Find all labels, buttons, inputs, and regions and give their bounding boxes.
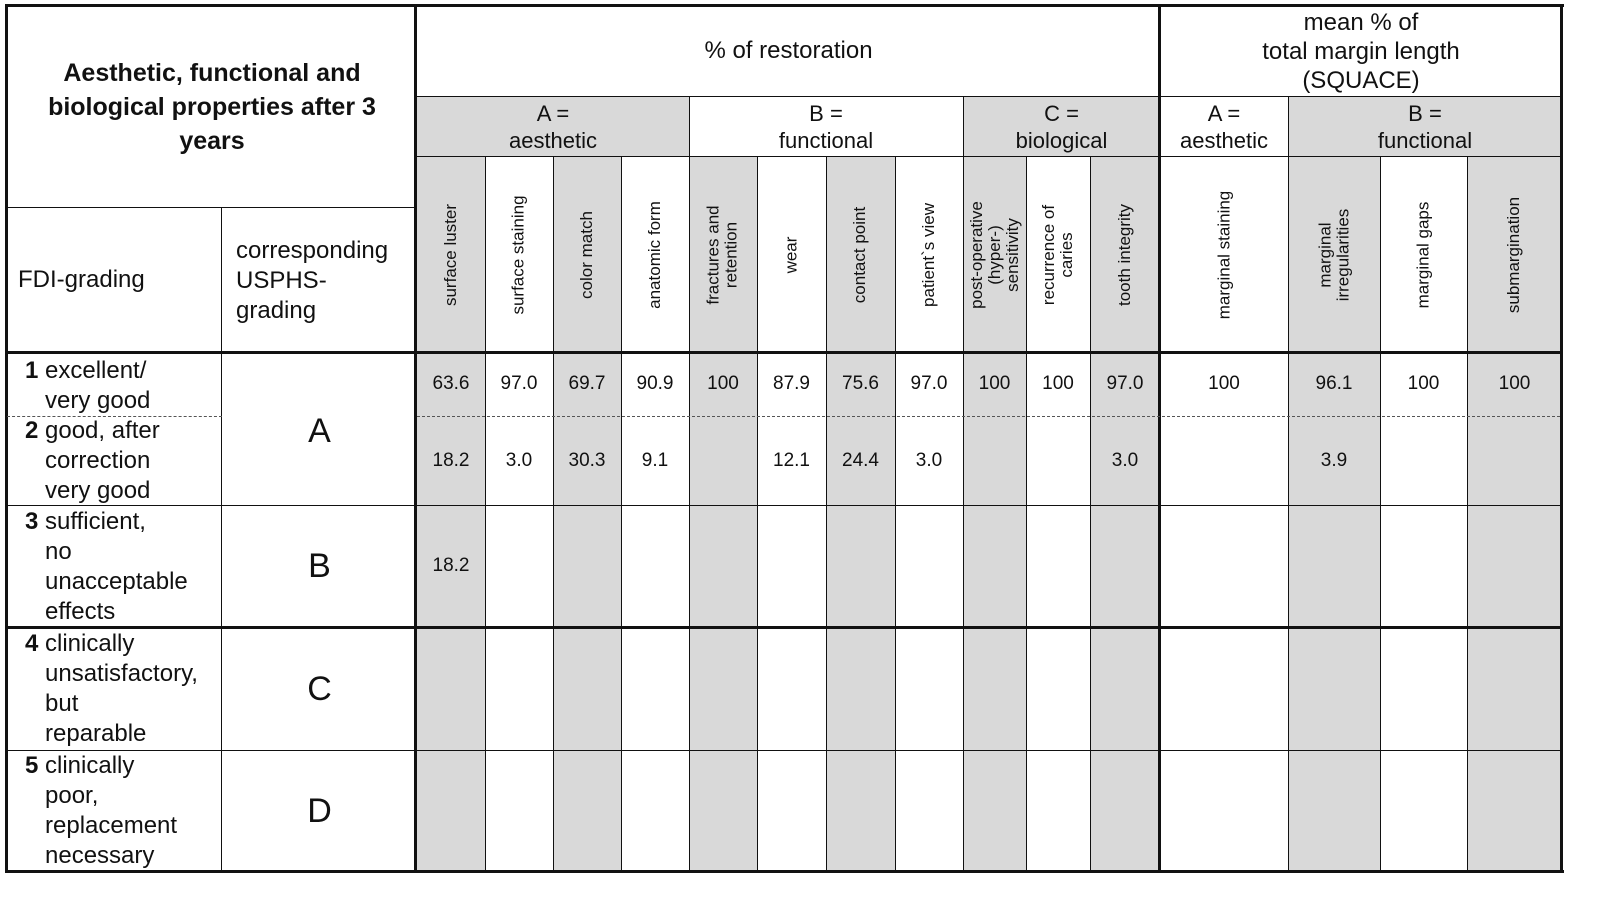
data-cell: 97.0 (500, 373, 538, 394)
data-cell: 3.0 (915, 449, 943, 471)
column-header-text: patient`s view (919, 203, 938, 307)
column-header-text: surface luster (441, 203, 461, 307)
subgroup-header: C = biological (1015, 101, 1108, 153)
column-header-text: contact point (850, 206, 870, 304)
fdi-label-text: no (45, 537, 72, 565)
fdi-label-line (25, 751, 134, 781)
fdi-label-line (25, 386, 150, 416)
column-header (485, 157, 553, 353)
data-cell: 3.0 (505, 449, 533, 471)
fdi-grade-number (25, 659, 45, 689)
rule-v (1467, 156, 1468, 873)
data-cell: 100 (1407, 373, 1440, 394)
rule-h (7, 626, 1562, 629)
rule-h (7, 207, 417, 208)
fdi-label-line (25, 446, 150, 476)
fdi-label-text: excellent/ (45, 357, 147, 384)
fdi-label-text: sufficient, (45, 507, 146, 535)
fdi-label-line (25, 719, 146, 749)
fdi-row-label (7, 356, 222, 416)
data-cell: 100 (1208, 373, 1240, 394)
fdi-grade-number (25, 567, 45, 597)
fdi-label-text: replacement (45, 812, 178, 839)
data-cell: 100 (978, 373, 1011, 394)
data-cell: 12.1 (773, 449, 810, 471)
rule-v (1158, 4, 1161, 873)
data-cell: 18.2 (432, 449, 470, 471)
data-cell: 9.1 (641, 449, 669, 471)
rule-v (1288, 96, 1289, 873)
column-header-text: fractures and retention (704, 205, 742, 305)
fdi-label-line (25, 507, 146, 537)
fdi-label-line (25, 597, 115, 627)
rule-v (689, 96, 690, 873)
column-header-text: post-operative (hyper-) sensitivity (966, 201, 1022, 309)
subgroup-header: A = aesthetic (1179, 101, 1269, 153)
column-header (963, 157, 1026, 353)
fdi-label-line (25, 356, 146, 386)
fdi-label-text: poor, (45, 782, 99, 809)
column-header-text: wear (781, 236, 801, 274)
restoration-group-header: % of restoration (704, 37, 873, 65)
column-header (689, 157, 757, 353)
fdi-label-text: necessary (45, 842, 155, 869)
rule-v (414, 4, 417, 873)
fdi-label-text: correction (45, 447, 151, 474)
fdi-grade-number (25, 537, 45, 567)
column-header (621, 157, 689, 353)
fdi-label-line (25, 781, 98, 811)
data-cell: 100 (1498, 373, 1531, 394)
fdi-label-text: clinically (45, 630, 135, 657)
column-header-text: marginal staining (1214, 190, 1234, 320)
rule-v (621, 156, 622, 873)
rule-v (1090, 156, 1091, 873)
fdi-grade-number (25, 689, 45, 719)
fdi-label-text: effects (45, 597, 116, 625)
rule-h (417, 96, 1560, 97)
fdi-label-line (25, 811, 177, 841)
data-cell: 75.6 (842, 373, 879, 394)
rule-v (221, 207, 222, 873)
fdi-label-line (25, 567, 188, 597)
fdi-label-text: but (45, 690, 79, 717)
row-divider-dashed (7, 416, 222, 418)
data-cell: 3.0 (1111, 449, 1139, 471)
fdi-label-line (25, 416, 160, 446)
subgroup-header: B = functional (778, 101, 874, 153)
fdi-grade-number (25, 781, 45, 811)
fdi-row-label (7, 506, 222, 627)
fdi-grade-number (25, 476, 45, 506)
rule-v (895, 156, 896, 873)
rule-v (826, 156, 827, 873)
fdi-label-text: unsatisfactory, (45, 660, 198, 687)
column-header-text: anatomic form (645, 201, 665, 309)
column-header-text: marginal irregularities (1315, 208, 1352, 302)
fdi-label-text: very good (45, 387, 151, 414)
column-header (553, 157, 621, 353)
rule-v (963, 96, 964, 873)
fdi-label-text: very good (45, 477, 151, 504)
column-header (1467, 157, 1562, 353)
usphs-grade: C (307, 669, 332, 708)
fdi-row-label (7, 416, 222, 506)
subgroup-header: A = aesthetic (508, 101, 598, 153)
rule-h (7, 750, 1560, 751)
data-cell: 63.6 (432, 373, 470, 394)
fdi-label-text: reparable (45, 720, 147, 747)
fdi-label-line (25, 659, 198, 689)
usphs-grade: A (308, 411, 331, 450)
column-header (1026, 157, 1090, 353)
fdi-grade-number: 1 (25, 357, 39, 384)
column-header (1380, 157, 1467, 353)
fdi-label-text: clinically (45, 752, 135, 779)
rule-v (5, 4, 8, 873)
margin-group-header: mean % of total margin length (SQUACE) (1262, 9, 1460, 94)
fdi-label-line (25, 476, 150, 506)
usphs-grade: B (308, 547, 331, 586)
row-divider-dashed (417, 416, 1560, 418)
data-cell: 100 (1042, 373, 1074, 394)
data-cell: 69.7 (568, 373, 606, 394)
column-header-text: color match (577, 211, 596, 299)
usphs-grade: D (307, 791, 332, 830)
column-header (1288, 157, 1380, 353)
rule-h (7, 505, 1560, 506)
rule-h (7, 4, 1564, 7)
fdi-grade-number: 5 (25, 752, 39, 779)
column-header-text: submargination (1504, 196, 1524, 314)
column-header-text: tooth integrity (1115, 203, 1134, 307)
column-header (1160, 157, 1288, 353)
data-cell: 97.0 (910, 373, 948, 394)
column-header (1090, 157, 1160, 353)
rule-v (1380, 156, 1381, 873)
rule-h (417, 156, 1560, 157)
data-cell: 30.3 (568, 449, 606, 471)
rule-v (757, 156, 758, 873)
data-cell: 97.0 (1106, 373, 1144, 394)
fdi-grade-number (25, 386, 45, 416)
fdi-grade-number: 2 (25, 417, 39, 444)
fdi-grade-number (25, 811, 45, 841)
rule-v (553, 156, 554, 873)
data-cell: 96.1 (1315, 373, 1353, 394)
fdi-row-label (7, 627, 222, 751)
rule-v (1560, 4, 1563, 873)
fdi-label-line (25, 537, 72, 567)
fdi-label-text: good, after (45, 417, 160, 444)
column-header (417, 157, 485, 353)
data-cell: 3.9 (1320, 449, 1348, 471)
corner-title: Aesthetic, functional and biological properties after 3 years (48, 59, 376, 155)
column-header-text: marginal gaps (1413, 201, 1433, 309)
fdi-grading-header: FDI-grading (18, 266, 145, 294)
column-header-text: recurrence of caries (1039, 204, 1077, 306)
column-header (895, 157, 963, 353)
fdi-grade-number (25, 841, 45, 871)
fdi-grade-number (25, 719, 45, 749)
usphs-grading-header: corresponding USPHS- grading (236, 236, 389, 324)
fdi-label-line (25, 629, 134, 659)
data-cell: 90.9 (636, 373, 674, 394)
subgroup-header: B = functional (1377, 101, 1473, 153)
fdi-label-text: unacceptable (45, 567, 188, 595)
column-header (757, 157, 826, 353)
column-header (826, 157, 895, 353)
fdi-grade-number: 4 (25, 630, 39, 657)
rule-h (7, 351, 1562, 354)
rule-h (7, 870, 1564, 873)
fdi-grade-number (25, 597, 45, 627)
rule-v (1026, 156, 1027, 873)
fdi-grade-number (25, 446, 45, 476)
fdi-label-line (25, 841, 154, 871)
data-cell: 24.4 (842, 449, 879, 471)
fdi-label-line (25, 689, 78, 719)
data-cell: 100 (707, 373, 739, 394)
column-header-text: surface staining (509, 195, 529, 315)
fdi-row-label (7, 751, 222, 871)
rule-v (485, 156, 486, 873)
fdi-grade-number: 3 (25, 507, 39, 535)
data-cell: 18.2 (432, 555, 470, 577)
data-cell: 87.9 (773, 373, 810, 394)
